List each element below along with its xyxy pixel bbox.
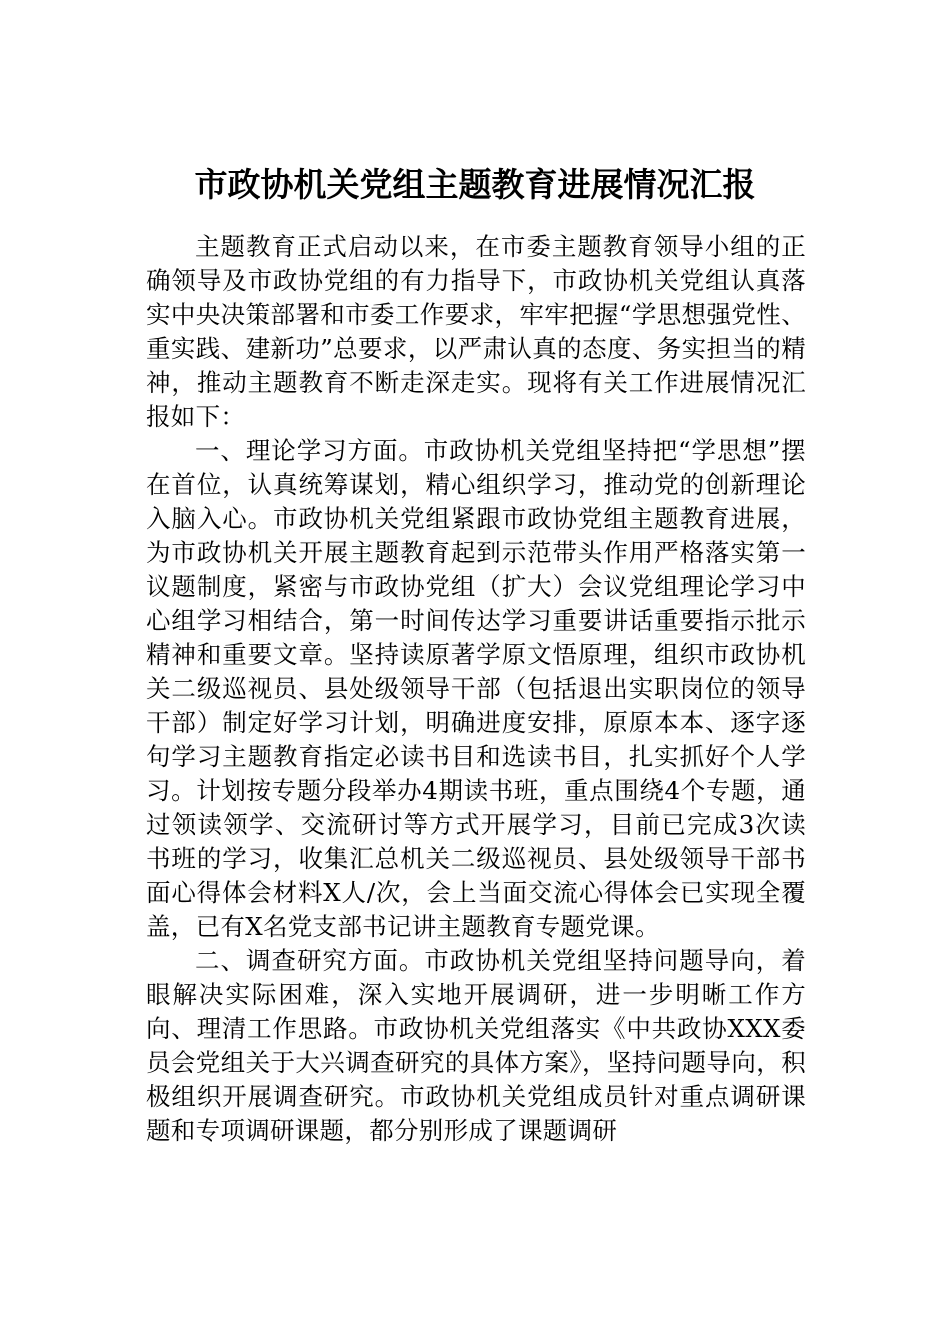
document-title: 市政协机关党组主题教育进展情况汇报 xyxy=(194,165,756,204)
paragraph-intro: 主题教育正式启动以来，在市委主题教育领导小组的正确领导及市政协党组的有力指导下，市政协机关党组认真落实中央决策部署和市委工作要求，牢牢把握“学思想强党性、重实践、建新功”总要求，以严肃认真的态度、务实担当的精神，推动主题教育不断走深走实。现将有关工作进展情况汇报如下： xyxy=(146,232,806,431)
paragraph-theory-study: 一、理论学习方面。市政协机关党组坚持把“学思想”摆在首位，认真统筹谋划，精心组织学习，推动党的创新理论入脑入心。市政协机关党组紧跟市政协党组主题教育进展，为市政协机关开展主题教育起到示范带头作用严格落实第一议题制度，紧密与市政协党组（扩大）会议党组理论学习中心组学习相结合，第一时间传达学习重要讲话重要指示批示精神和重要文章。坚持读原著学原文悟原理，组织市政协机关二级巡视员、县处级领导干部（包括退出实职岗位的领导干部）制定好学习计划，明确进度安排，原原本本、逐字逐句学习主题教育指定必读书目和选读书目，扎实抓好个人学习。计划按专题分段举办4期读书班，重点围绕4个专题，通过领读领学、交流研讨等方式开展学习，目前已完成3次读书班的学习，收集汇总机关二级巡视员、县处级领导干部书面心得体会材料X人/次，会上当面交流心得体会已实现全覆盖，已有X名党支部书记讲主题教育专题党课。 xyxy=(146,436,806,941)
paragraph-research: 二、调查研究方面。市政协机关党组坚持问题导向，着眼解决实际困难，深入实地开展调研，进一步明晰工作方向、理清工作思路。市政协机关党组落实《中共政协XXX委员会党组关于大兴调查研究的具体方案》，坚持问题导向，积极组织开展调查研究。市政协机关党组成员针对重点调研课题和专项调研课题，都分别形成了课题调研 xyxy=(146,946,806,1145)
document-body xyxy=(146,230,806,1148)
